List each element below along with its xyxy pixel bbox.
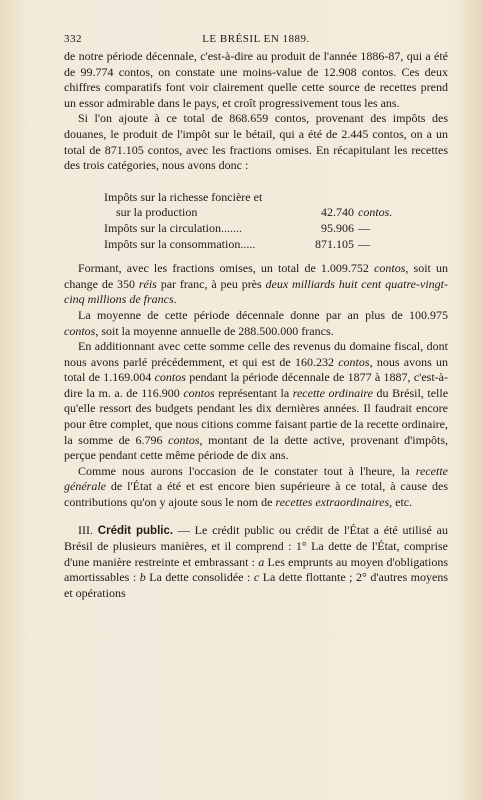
summary-row — [104, 205, 400, 221]
page-body — [64, 49, 448, 602]
section-title: Crédit public. — [97, 524, 174, 537]
summary-label: sur la production — [116, 205, 198, 220]
summary-value: 95.906 — [321, 220, 354, 235]
paragraph-customs-total: Si l'on ajoute à ce total de 868.659 contos, provenant des impôts des douanes, le produit de l'impôt sur le bétail, qui a été de 2.445 contos, on a un total de 871.105 contos, avec les fractions omises. En récapitulant les recettes des trois catégories, nous avons donc : — [64, 111, 448, 173]
summary-unit: — — [358, 220, 370, 235]
summary-row — [104, 221, 400, 237]
paragraph-general-revenue: Comme nous aurons l'occasion de le constater tout à l'heure, la recette générale de l'État a été et est encore bien supérieure à ce total, à cause des contributions qu'on y ajoute sous le nom de recettes extraordinaires, etc. — [64, 463, 448, 510]
page-number: 332 — [64, 33, 82, 45]
page-header — [64, 33, 448, 49]
paragraph-fiscal-domain: En additionnant avec cette somme celle des revenus du domaine fiscal, dont nous avons parlé précédemment, et qui est de 160.232 contos, nous avons un total de 1.169.004 contos pendant la période décennale de 1877 à 1887, c'est-à-dire la m. a. de 116.900 contos représentant la recette ordinaire du Brésil, telle qu'elle ressort des budgets pendant les dix dernières années. Il faudrait encore pour être complet, que nous citions comme faisant partie de la recette ordinaire, la somme de 6.796 contos, montant de la dette active, provenant d'impôts, perçue pendant cette même période de dix ans. — [64, 339, 449, 463]
section-public-credit: III. Crédit public. — Le crédit public ou crédit de l'État a été utilisé au Brésil de plusieurs manières, et il comprend : 1° La dette de l'État, comprise d'une manière restreinte et embrassant : a Les emprunts au moyen d'obligations amortissables : b La dette consolidée : c La dette flottante ; 2° d'autres moyens et opérations — [64, 522, 449, 600]
summary-value: 871.105 — [315, 236, 354, 251]
summary-label: Impôts sur la circulation....... — [104, 220, 242, 235]
paragraph-average: La moyenne de cette période décennale donne par an plus de 100.975 contos, soit la moyenne annuelle de 288.500.000 francs. — [64, 307, 448, 338]
paragraph-continuation: de notre période décennale, c'est-à-dire au produit de l'année 1886-87, qui a été de 99.774 contos, on constate une moins-value de 12.908 contos. Ces deux chiffres comparatifs font voir clairement quelle cette source de recettes prend un essor admirable dans le pays, et croît progressivement tous les ans. — [64, 49, 448, 110]
summary-row — [104, 190, 400, 206]
summary-unit: contos. — [358, 205, 393, 220]
paragraph-total-francs: Formant, avec les fractions omises, un total de 1.009.752 contos, soit un change de 350 réis par franc, à peu près deux milliards huit cent quatre-vingt-cinq millions de francs. — [64, 261, 448, 307]
summary-label: Impôts sur la consommation..... — [104, 236, 256, 251]
summary-row — [104, 237, 400, 253]
section-numeral: III. — [78, 522, 93, 537]
revenue-summary-table — [104, 190, 400, 252]
summary-unit: — — [358, 236, 370, 251]
running-title: LE BRÉSIL EN 1889. — [202, 33, 310, 45]
summary-label: Impôts sur la richesse foncière et — [104, 189, 263, 204]
summary-value: 42.740 — [321, 205, 354, 220]
